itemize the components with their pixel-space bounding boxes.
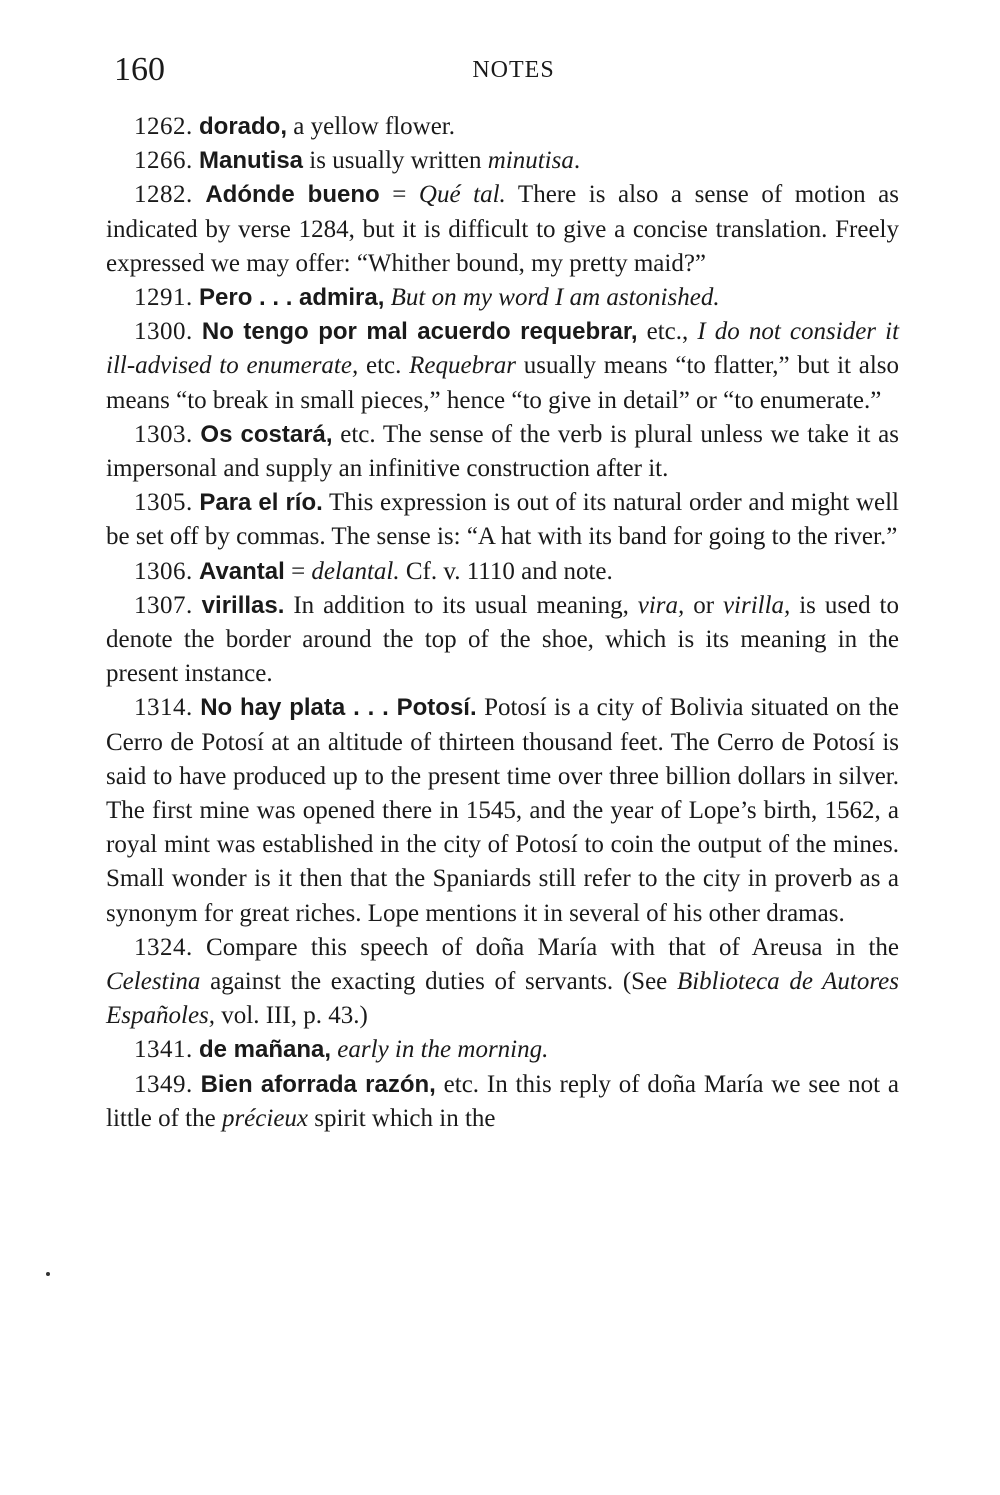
note-1282 bbox=[106, 178, 899, 281]
note-text: spirit which in the bbox=[308, 1104, 496, 1132]
note-1305 bbox=[106, 486, 899, 554]
note-1307 bbox=[106, 589, 899, 692]
note-text: = bbox=[379, 181, 419, 209]
note-1300 bbox=[106, 315, 899, 418]
note-1291 bbox=[106, 281, 899, 315]
page-number: 160 bbox=[114, 51, 165, 88]
note-term: de mañana, bbox=[199, 1036, 332, 1064]
note-text: is used to denote the border around the top of the shoe, which is its meaning in the present instance. bbox=[106, 591, 900, 688]
note-text: = bbox=[284, 557, 312, 585]
note-text: . bbox=[573, 147, 581, 175]
note-text: is usually written bbox=[303, 147, 488, 175]
note-text: etc. bbox=[358, 352, 410, 380]
note-term: No hay plata . . . Potosí. bbox=[200, 694, 477, 722]
note-number: 1306. bbox=[134, 557, 193, 585]
note-text: This expression is out of its natural order and might well be set off by commas. The sense is: “A hat with its band for going to the river.” bbox=[106, 489, 900, 551]
note-number: 1303. bbox=[134, 420, 193, 448]
note-number: 1266. bbox=[134, 147, 193, 175]
note-text: vol. III, p. 43.) bbox=[215, 1002, 368, 1030]
note-italic: Requebrar bbox=[409, 352, 517, 380]
note-term: Bien aforrada razón, bbox=[200, 1070, 436, 1098]
note-number: 1262. bbox=[134, 113, 193, 140]
margin-speck bbox=[46, 1272, 50, 1276]
note-number: 1307. bbox=[134, 591, 193, 619]
note-text: usually means “to flatter,” but it also means “to break in small pieces,” hence “to give in detail” or “to enumerate.” bbox=[106, 352, 899, 414]
note-term: Adónde bueno bbox=[205, 181, 380, 209]
note-number: 1282. bbox=[134, 181, 193, 209]
note-italic: But on my word I am astonished. bbox=[390, 284, 720, 312]
note-number: 1291. bbox=[134, 284, 193, 312]
note-italic: Celestina bbox=[106, 968, 201, 996]
note-text: Cf. v. 1110 and note. bbox=[399, 557, 613, 585]
note-text: against the exacting duties of servants. (See bbox=[200, 968, 677, 996]
note-number: 1305. bbox=[134, 489, 193, 517]
notes-body bbox=[106, 110, 899, 1136]
note-text: There is also a sense of motion as indicated by verse 1284, but it is difficult to give a concise translation. Freely expressed we may offer: “Whither bound, my pretty maid?” bbox=[106, 181, 899, 277]
note-term: virillas. bbox=[201, 591, 285, 619]
note-italic: virilla, bbox=[722, 591, 791, 619]
note-1266 bbox=[106, 144, 899, 178]
note-number: 1324. bbox=[134, 933, 193, 961]
note-italic: early in the morning. bbox=[337, 1036, 549, 1064]
note-1349 bbox=[106, 1068, 899, 1136]
note-text: Potosí is a city of Bolivia situated on the Cerro de Potosí at an altitude of thirteen thousand feet. The Cerro de Potosí is said to have produced up to the present time over three billion dollars in silver. The first mine was opened there in 1545, and the year of Lope’s birth, 1562, a royal mint was established in the city of Potosí to coin the output of the mines. Small wonder is it then that the Spaniards still refer to the city in proverb as a synonym for great riches. Lope mentions it in several of his other dramas. bbox=[106, 694, 899, 927]
note-term: No tengo por mal acuerdo requebrar, bbox=[201, 318, 638, 346]
note-italic: Biblioteca de Autores Españoles, bbox=[106, 968, 900, 1030]
note-italic: précieux bbox=[221, 1104, 309, 1132]
note-term: Os costará, bbox=[200, 420, 333, 448]
note-italic: delantal. bbox=[311, 557, 400, 585]
note-italic: minutisa bbox=[487, 147, 574, 175]
book-page bbox=[106, 50, 899, 1136]
note-number: 1300. bbox=[134, 318, 193, 346]
note-term: Avantal bbox=[199, 557, 285, 585]
note-1306 bbox=[106, 555, 899, 589]
running-head: NOTES bbox=[472, 57, 555, 83]
note-1262 bbox=[106, 110, 899, 144]
note-text: Compare this speech of doña María with that of Areusa in the bbox=[192, 933, 899, 961]
note-text: etc. The sense of the verb is plural unless we take it as impersonal and supply an infinitive construction after it. bbox=[106, 420, 899, 483]
note-text: etc. In this reply of doña María we see not a little of the bbox=[106, 1070, 899, 1132]
note-1314 bbox=[106, 691, 899, 930]
note-term: Para el río. bbox=[199, 489, 323, 517]
note-number: 1349. bbox=[134, 1070, 193, 1098]
page-header bbox=[106, 50, 899, 90]
note-italic: Qué tal. bbox=[418, 181, 506, 209]
note-text: In addition to its usual meaning, bbox=[284, 591, 638, 619]
note-1341 bbox=[106, 1033, 899, 1067]
note-1324 bbox=[106, 931, 899, 1034]
note-italic: I do not consider it ill-advised to enumerate, bbox=[106, 318, 900, 380]
note-term: Pero . . . admira, bbox=[199, 284, 385, 312]
note-number: 1341. bbox=[134, 1036, 193, 1064]
note-term: dorado, bbox=[199, 113, 287, 140]
note-term: Manutisa bbox=[199, 147, 304, 175]
note-italic: vira, bbox=[637, 591, 685, 619]
note-text: etc., bbox=[637, 318, 698, 346]
note-1303 bbox=[106, 418, 899, 486]
note-text: or bbox=[684, 591, 723, 619]
note-text: a yellow flower. bbox=[287, 113, 456, 140]
note-number: 1314. bbox=[134, 694, 193, 722]
